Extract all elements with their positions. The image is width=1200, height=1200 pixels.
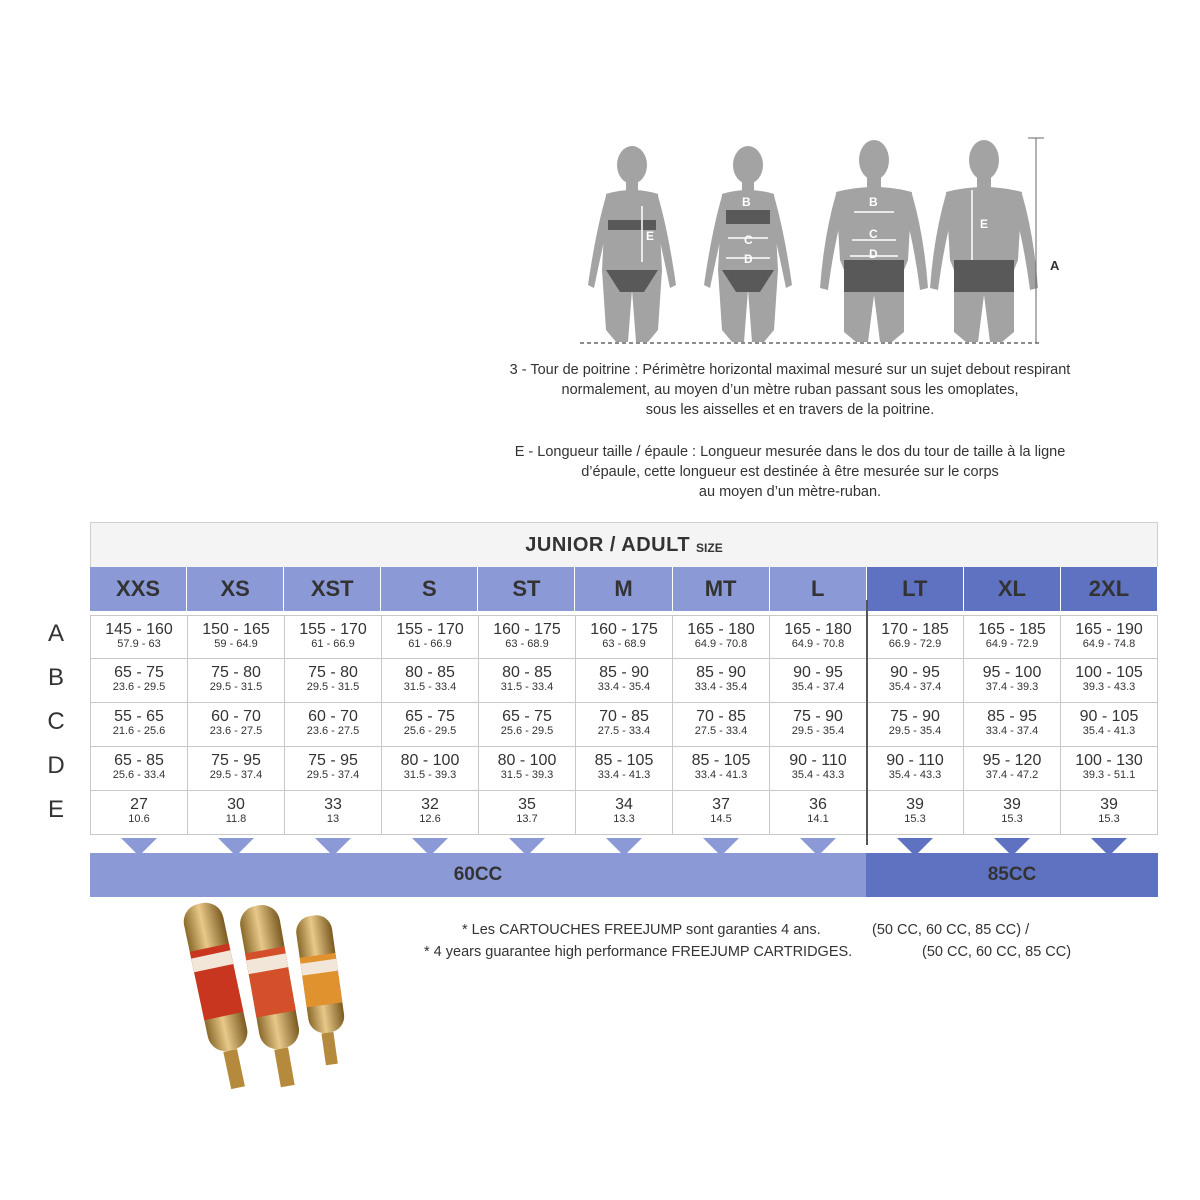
table-cell xyxy=(91,659,188,703)
cell-cm-value: 100 - 130 xyxy=(1075,752,1143,769)
table-row xyxy=(91,615,1158,659)
cell-inch-value: 29.5 - 31.5 xyxy=(306,681,360,693)
cell-cm-value: 70 - 85 xyxy=(599,708,649,725)
table-cell xyxy=(285,747,382,791)
table-cell xyxy=(770,703,867,747)
cell-inch-value: 25.6 - 29.5 xyxy=(403,725,457,737)
cell-inch-value: 14.5 xyxy=(710,813,732,825)
cell-cm-value: 39 xyxy=(1003,796,1021,813)
cell-cm-value: 95 - 120 xyxy=(982,752,1042,769)
cell-cm-value: 80 - 100 xyxy=(497,752,557,769)
size-header-lt: LT xyxy=(867,567,964,611)
table-title-suffix: SIZE xyxy=(696,541,723,555)
cell-cm-value: 155 - 170 xyxy=(299,621,367,638)
cartridge-60cc-bar xyxy=(90,853,866,897)
table-cell xyxy=(91,615,188,659)
table-cell xyxy=(479,747,576,791)
table-cell xyxy=(673,703,770,747)
table-cell xyxy=(1061,659,1158,703)
figure-label-b-back: B xyxy=(869,195,878,209)
cell-inch-value: 29.5 - 35.4 xyxy=(888,725,942,737)
cartridges-image xyxy=(160,902,360,1102)
cell-cm-value: 85 - 105 xyxy=(691,752,751,769)
cell-inch-value: 64.9 - 74.8 xyxy=(1082,638,1136,650)
row-label-a: A xyxy=(47,620,64,647)
cartridge-60cc-label: 60CC xyxy=(453,864,503,885)
table-cell xyxy=(285,659,382,703)
table-cell xyxy=(964,659,1061,703)
cell-inch-value: 33.4 - 37.4 xyxy=(985,725,1039,737)
cell-cm-value: 85 - 90 xyxy=(696,664,746,681)
cell-cm-value: 165 - 190 xyxy=(1075,621,1143,638)
cell-cm-value: 75 - 80 xyxy=(308,664,358,681)
table-cell xyxy=(964,615,1061,659)
cell-cm-value: 33 xyxy=(324,796,342,813)
row-label-d: D xyxy=(47,752,65,779)
cell-cm-value: 165 - 180 xyxy=(784,621,852,638)
cell-cm-value: 90 - 105 xyxy=(1079,708,1139,725)
table-cell xyxy=(673,659,770,703)
size-table xyxy=(90,522,1158,835)
row-label-b: B xyxy=(47,664,64,691)
table-cell xyxy=(1061,703,1158,747)
cell-cm-value: 165 - 180 xyxy=(687,621,755,638)
cell-cm-value: 65 - 85 xyxy=(114,752,164,769)
table-cell xyxy=(479,703,576,747)
cell-inch-value: 25.6 - 33.4 xyxy=(112,769,166,781)
table-cell xyxy=(770,747,867,791)
cell-cm-value: 27 xyxy=(130,796,148,813)
cell-cm-value: 65 - 75 xyxy=(502,708,552,725)
figure-label-a: A xyxy=(1050,258,1060,273)
table-cell xyxy=(479,791,576,835)
cell-inch-value: 31.5 - 33.4 xyxy=(403,681,457,693)
cell-cm-value: 75 - 95 xyxy=(211,752,261,769)
cell-cm-value: 36 xyxy=(809,796,827,813)
cell-inch-value: 35.4 - 43.3 xyxy=(888,769,942,781)
cell-inch-value: 33.4 - 35.4 xyxy=(694,681,748,693)
size-header-m: M xyxy=(575,567,672,611)
cartridge-85cc-bar xyxy=(866,853,1158,897)
table-cell xyxy=(188,703,285,747)
table-cell xyxy=(964,747,1061,791)
chest-measurement-description xyxy=(470,360,1110,420)
cell-inch-value: 10.6 xyxy=(128,813,150,825)
cell-inch-value: 15.3 xyxy=(1098,813,1120,825)
cell-inch-value: 23.6 - 27.5 xyxy=(209,725,263,737)
size-header-xxs: XXS xyxy=(90,567,187,611)
table-cell xyxy=(91,791,188,835)
size-header-2xl: 2XL xyxy=(1061,567,1158,611)
size-grid xyxy=(90,615,1158,835)
cell-inch-value: 59 - 64.9 xyxy=(214,638,258,650)
table-cell xyxy=(91,703,188,747)
table-title-bar xyxy=(90,522,1158,567)
table-cell xyxy=(867,659,964,703)
table-cell xyxy=(576,615,673,659)
table-cell xyxy=(479,659,576,703)
figure-label-d-back: D xyxy=(869,247,878,261)
figure-label-d: D xyxy=(744,252,753,266)
cell-cm-value: 90 - 110 xyxy=(789,752,847,769)
cell-inch-value: 35.4 - 37.4 xyxy=(791,681,845,693)
cell-cm-value: 30 xyxy=(227,796,245,813)
cell-cm-value: 90 - 110 xyxy=(886,752,944,769)
size-header-xl: XL xyxy=(964,567,1061,611)
cell-inch-value: 13.7 xyxy=(516,813,538,825)
table-cell xyxy=(382,747,479,791)
table-cell xyxy=(576,659,673,703)
table-cell xyxy=(770,615,867,659)
table-cell xyxy=(91,747,188,791)
table-cell xyxy=(867,703,964,747)
cell-inch-value: 29.5 - 31.5 xyxy=(209,681,263,693)
cell-inch-value: 35.4 - 37.4 xyxy=(888,681,942,693)
cell-inch-value: 37.4 - 47.2 xyxy=(985,769,1039,781)
figure-label-e: E xyxy=(646,229,655,243)
table-cell xyxy=(382,659,479,703)
cell-inch-value: 35.4 - 41.3 xyxy=(1082,725,1136,737)
table-cell xyxy=(188,791,285,835)
cell-cm-value: 39 xyxy=(1100,796,1118,813)
table-cell xyxy=(479,615,576,659)
cell-inch-value: 29.5 - 37.4 xyxy=(306,769,360,781)
cell-cm-value: 70 - 85 xyxy=(696,708,746,725)
table-cell xyxy=(188,615,285,659)
table-cell xyxy=(576,747,673,791)
table-cell xyxy=(964,791,1061,835)
cell-cm-value: 60 - 70 xyxy=(211,708,261,725)
cell-cm-value: 35 xyxy=(518,796,536,813)
table-cell xyxy=(673,747,770,791)
cell-inch-value: 23.6 - 27.5 xyxy=(306,725,360,737)
desc-line: sous les aisselles et en travers de la poitrine. xyxy=(645,402,935,418)
size-header-xst: XST xyxy=(284,567,381,611)
cell-cm-value: 90 - 95 xyxy=(890,664,940,681)
cell-cm-value: 60 - 70 xyxy=(308,708,358,725)
cell-inch-value: 15.3 xyxy=(904,813,926,825)
table-cell xyxy=(285,703,382,747)
table-row xyxy=(91,747,1158,791)
cell-inch-value: 21.6 - 25.6 xyxy=(112,725,166,737)
cell-inch-value: 29.5 - 37.4 xyxy=(209,769,263,781)
figure-label-c: C xyxy=(744,233,753,247)
table-cell xyxy=(285,791,382,835)
table-cell xyxy=(964,703,1061,747)
cell-inch-value: 39.3 - 51.1 xyxy=(1082,769,1136,781)
table-cell xyxy=(867,615,964,659)
table-row xyxy=(91,791,1158,835)
cell-cm-value: 34 xyxy=(615,796,633,813)
desc-line: E - Longueur taille / épaule : Longueur mesurée dans le dos du tour de taille à la ligne xyxy=(514,444,1066,460)
table-cell xyxy=(576,703,673,747)
table-cell xyxy=(1061,615,1158,659)
cell-cm-value: 95 - 100 xyxy=(982,664,1042,681)
cell-inch-value: 63 - 68.9 xyxy=(505,638,549,650)
table-cell xyxy=(285,615,382,659)
cell-cm-value: 32 xyxy=(421,796,439,813)
cell-cm-value: 80 - 100 xyxy=(400,752,460,769)
cell-inch-value: 14.1 xyxy=(807,813,829,825)
size-header-st: ST xyxy=(478,567,575,611)
table-cell xyxy=(1061,747,1158,791)
cell-inch-value: 61 - 66.9 xyxy=(408,638,452,650)
figure-label-e-back: E xyxy=(980,217,989,231)
desc-line: 3 - Tour de poitrine : Périmètre horizontal maximal mesuré sur un sujet debout respirant xyxy=(509,362,1071,378)
cell-inch-value: 31.5 - 33.4 xyxy=(500,681,554,693)
cell-inch-value: 64.9 - 70.8 xyxy=(694,638,748,650)
figure-label-c-back: C xyxy=(869,227,878,241)
table-row xyxy=(91,659,1158,703)
cell-cm-value: 160 - 175 xyxy=(590,621,658,638)
cell-cm-value: 90 - 95 xyxy=(793,664,843,681)
table-cell xyxy=(770,659,867,703)
cell-cm-value: 145 - 160 xyxy=(105,621,173,638)
table-cell xyxy=(576,791,673,835)
size-header-s: S xyxy=(381,567,478,611)
table-cell xyxy=(188,659,285,703)
cartridge-divider xyxy=(866,600,868,845)
cell-inch-value: 31.5 - 39.3 xyxy=(500,769,554,781)
table-row xyxy=(91,703,1158,747)
table-cell xyxy=(673,791,770,835)
figure-label-b: B xyxy=(742,195,751,209)
cell-cm-value: 100 - 105 xyxy=(1075,664,1143,681)
size-header-mt: MT xyxy=(673,567,770,611)
row-labels xyxy=(44,612,68,832)
cell-inch-value: 37.4 - 39.3 xyxy=(985,681,1039,693)
cell-inch-value: 27.5 - 33.4 xyxy=(694,725,748,737)
cell-inch-value: 29.5 - 35.4 xyxy=(791,725,845,737)
cell-inch-value: 31.5 - 39.3 xyxy=(403,769,457,781)
cell-cm-value: 37 xyxy=(712,796,730,813)
table-title: JUNIOR / ADULT xyxy=(525,533,691,556)
body-measurement-figures xyxy=(560,120,1080,350)
cell-inch-value: 33.4 - 35.4 xyxy=(597,681,651,693)
cell-cm-value: 65 - 75 xyxy=(405,708,455,725)
cell-inch-value: 23.6 - 29.5 xyxy=(112,681,166,693)
cell-inch-value: 57.9 - 63 xyxy=(117,638,161,650)
cell-cm-value: 39 xyxy=(906,796,924,813)
cell-cm-value: 80 - 85 xyxy=(502,664,552,681)
desc-line: normalement, au moyen d’un mètre ruban passant sous les omoplates, xyxy=(561,382,1019,398)
guarantee-sizes-en: (50 CC, 60 CC, 85 CC) xyxy=(922,944,1072,960)
cell-inch-value: 64.9 - 72.9 xyxy=(985,638,1039,650)
cell-cm-value: 150 - 165 xyxy=(202,621,270,638)
cell-inch-value: 25.6 - 29.5 xyxy=(500,725,554,737)
table-cell xyxy=(382,703,479,747)
cell-inch-value: 33.4 - 41.3 xyxy=(597,769,651,781)
table-cell xyxy=(382,615,479,659)
cell-inch-value: 64.9 - 70.8 xyxy=(791,638,845,650)
table-cell xyxy=(867,747,964,791)
cell-cm-value: 80 - 85 xyxy=(405,664,455,681)
cell-cm-value: 75 - 90 xyxy=(793,708,843,725)
cell-cm-value: 165 - 185 xyxy=(978,621,1046,638)
cell-inch-value: 63 - 68.9 xyxy=(602,638,646,650)
cell-cm-value: 85 - 90 xyxy=(599,664,649,681)
cell-inch-value: 61 - 66.9 xyxy=(311,638,355,650)
table-cell xyxy=(1061,791,1158,835)
length-measurement-description xyxy=(470,442,1110,502)
table-cell xyxy=(867,791,964,835)
cell-inch-value: 33.4 - 41.3 xyxy=(694,769,748,781)
cell-cm-value: 85 - 105 xyxy=(594,752,654,769)
cell-cm-value: 55 - 65 xyxy=(114,708,164,725)
cell-cm-value: 85 - 95 xyxy=(987,708,1037,725)
table-cell xyxy=(188,747,285,791)
table-cell xyxy=(382,791,479,835)
cell-inch-value: 11.8 xyxy=(225,813,247,825)
desc-line: au moyen d’un mètre-ruban. xyxy=(698,484,882,500)
cell-inch-value: 39.3 - 43.3 xyxy=(1082,681,1136,693)
cell-inch-value: 27.5 - 33.4 xyxy=(597,725,651,737)
cell-cm-value: 160 - 175 xyxy=(493,621,561,638)
desc-line: d’épaule, cette longueur est destinée à être mesurée sur le corps xyxy=(581,464,999,480)
row-label-e: E xyxy=(47,796,64,823)
cell-cm-value: 75 - 95 xyxy=(308,752,358,769)
cell-inch-value: 15.3 xyxy=(1001,813,1023,825)
size-header-xs: XS xyxy=(187,567,284,611)
table-cell xyxy=(770,791,867,835)
cell-cm-value: 65 - 75 xyxy=(114,664,164,681)
table-cell xyxy=(673,615,770,659)
cell-cm-value: 75 - 90 xyxy=(890,708,940,725)
guarantee-note-fr: * Les CARTOUCHES FREEJUMP sont garanties 4 ans. xyxy=(462,922,821,938)
row-label-c: C xyxy=(47,708,65,735)
cell-cm-value: 170 - 185 xyxy=(881,621,949,638)
cell-inch-value: 35.4 - 43.3 xyxy=(791,769,845,781)
size-header-row xyxy=(90,567,1158,611)
cell-inch-value: 12.6 xyxy=(419,813,441,825)
cartridge-85cc-label: 85CC xyxy=(987,864,1037,885)
cell-cm-value: 75 - 80 xyxy=(211,664,261,681)
cell-inch-value: 66.9 - 72.9 xyxy=(888,638,942,650)
size-header-l: L xyxy=(770,567,867,611)
guarantee-sizes-fr: (50 CC, 60 CC, 85 CC) / xyxy=(872,922,1030,938)
guarantee-note-en: * 4 years guarantee high performance FREEJUMP CARTRIDGES. xyxy=(424,944,853,960)
cell-inch-value: 13 xyxy=(326,813,340,825)
cell-cm-value: 155 - 170 xyxy=(396,621,464,638)
cell-inch-value: 13.3 xyxy=(613,813,635,825)
